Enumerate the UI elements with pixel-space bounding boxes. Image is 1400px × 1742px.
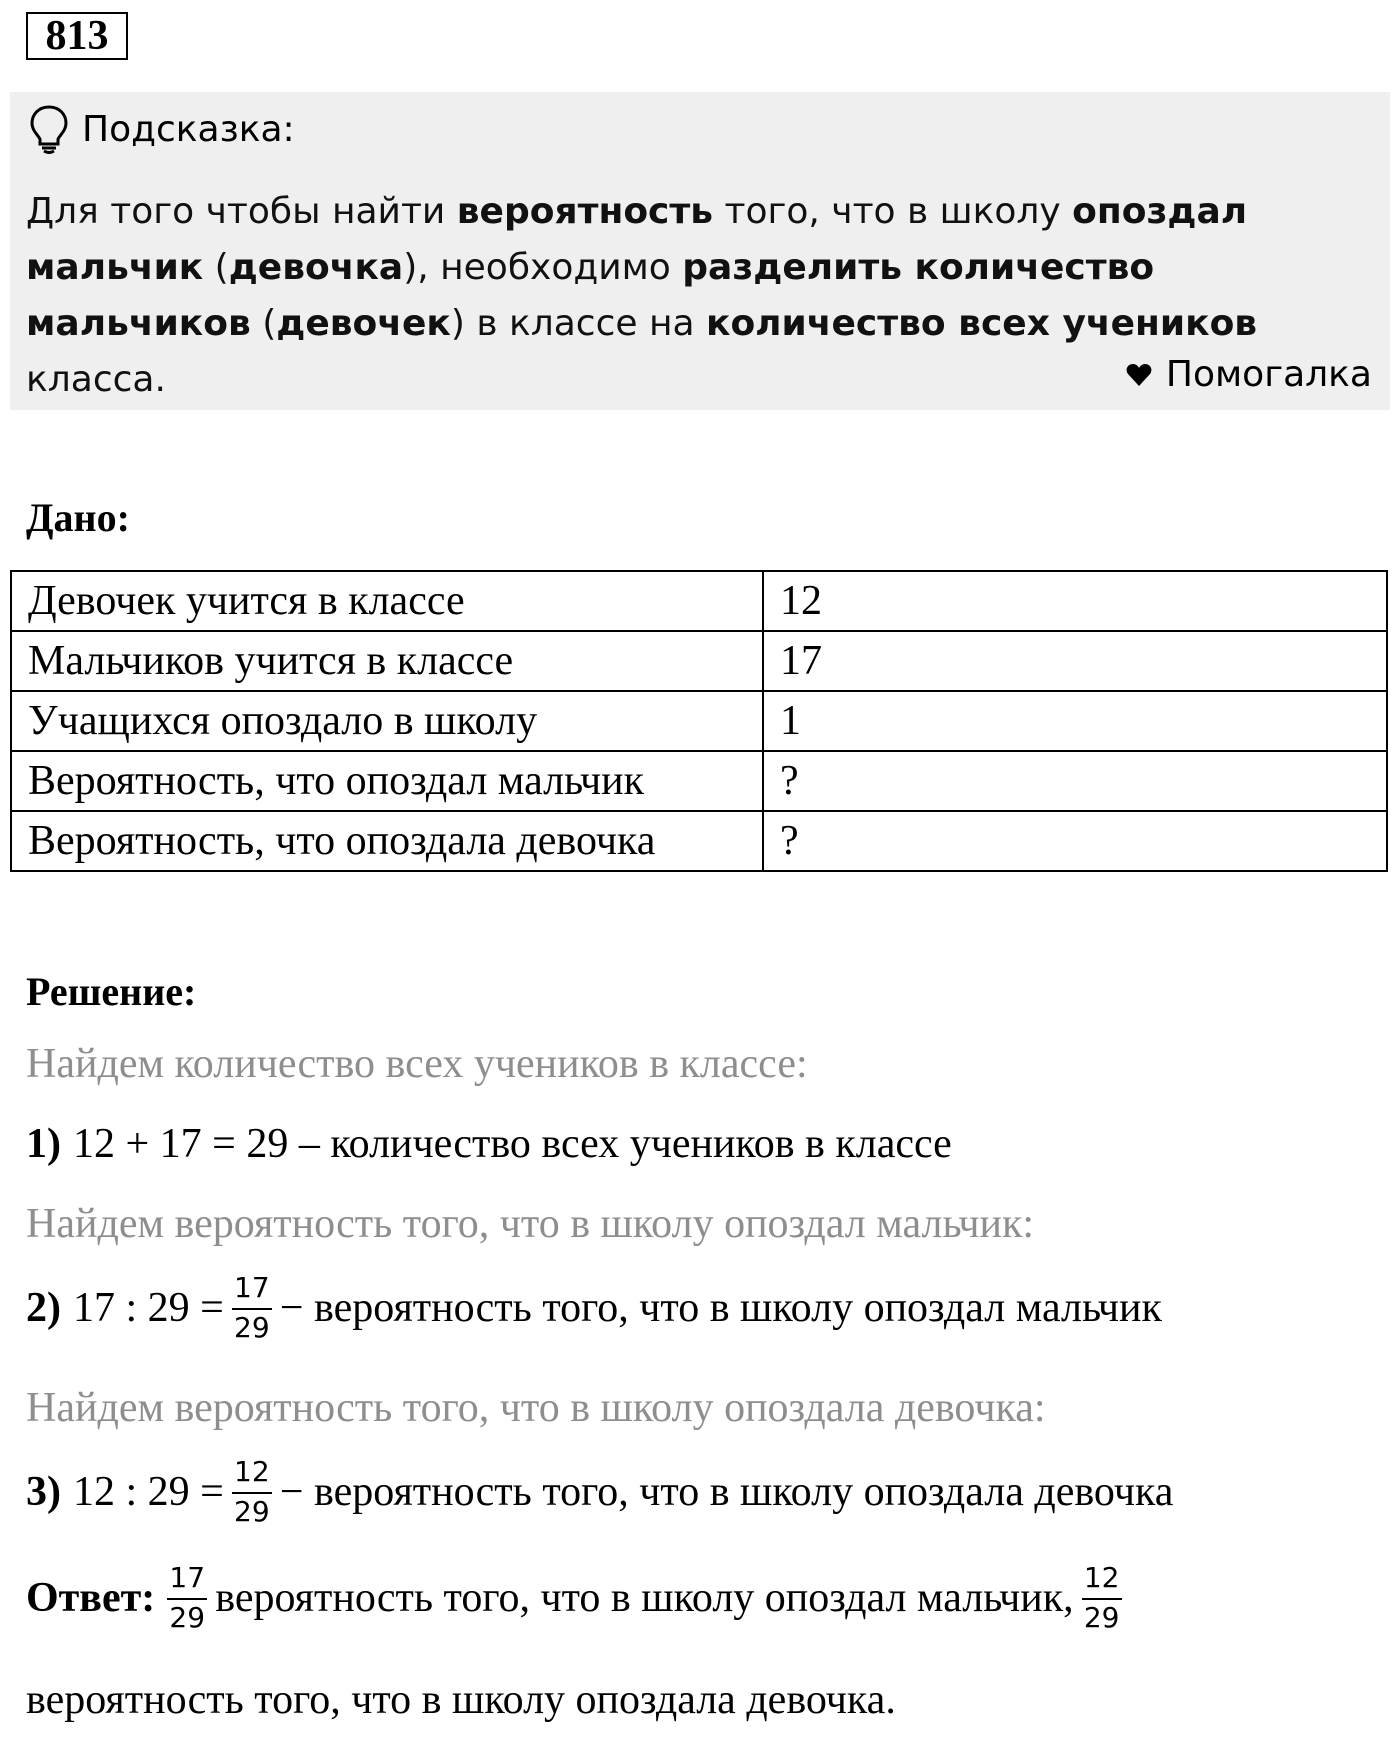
hint-title: Подсказка: <box>82 108 295 150</box>
step-expression: 12 : 29 = <box>73 1469 224 1515</box>
hint-header <box>28 104 295 154</box>
step-number: 1) <box>26 1121 61 1167</box>
lightbulb-icon <box>28 104 70 154</box>
given-row <box>11 691 1387 751</box>
step-text: − вероятность того, что в школу опоздала девочка <box>279 1469 1174 1515</box>
solution-step-1 <box>26 1120 952 1168</box>
answer-text-girl: вероятность того, что в школу опоздала девочка. <box>26 1677 896 1723</box>
exercise-number: 813 <box>26 12 128 60</box>
fraction <box>232 1272 272 1344</box>
fraction-denominator: 29 <box>234 1495 270 1528</box>
given-value: 1 <box>763 691 1387 751</box>
fraction-denominator: 29 <box>169 1601 206 1634</box>
solution-note-1: Найдем количество всех учеников в классе: <box>26 1041 808 1087</box>
answer-line <box>26 1562 1130 1634</box>
signature-text: Помогалка <box>1165 354 1372 395</box>
step-number: 3) <box>26 1469 61 1515</box>
fraction-denominator: 29 <box>234 1311 270 1344</box>
step-text: 12 + 17 = 29 – количество всех учеников в классе <box>73 1121 952 1167</box>
fraction-numerator: 17 <box>234 1271 270 1304</box>
given-label: Мальчиков учится в классе <box>11 631 763 691</box>
solution-note-3: Найдем вероятность того, что в школу опоздала девочка: <box>26 1385 1046 1431</box>
solution-step-2 <box>26 1272 1162 1344</box>
given-value: ? <box>763 811 1387 871</box>
fraction-numerator: 12 <box>234 1455 270 1488</box>
step-text: − вероятность того, что в школу опоздал мальчик <box>279 1285 1162 1331</box>
step-number: 2) <box>26 1285 61 1331</box>
given-row <box>11 571 1387 631</box>
answer-label: Ответ: <box>26 1575 156 1621</box>
fraction-bar <box>1082 1598 1122 1600</box>
given-value: ? <box>763 751 1387 811</box>
answer-fraction-girl <box>1082 1562 1122 1634</box>
fraction-bar <box>232 1308 272 1310</box>
solution-heading: Решение: <box>26 969 197 1014</box>
hint-signature <box>1126 354 1372 395</box>
solution-step-3 <box>26 1456 1173 1528</box>
given-value: 17 <box>763 631 1387 691</box>
given-value: 12 <box>763 571 1387 631</box>
hint-text: Для того чтобы найти вероятность того, что в школу опоздал мальчик (девочка), необходимо разделить количество мальчиков (девочек) в классе на количество всех учеников класса. <box>26 191 1258 400</box>
answer-fraction-boy <box>167 1562 207 1634</box>
given-row <box>11 811 1387 871</box>
step-expression: 17 : 29 = <box>73 1285 224 1331</box>
given-label: Вероятность, что опоздала девочка <box>11 811 763 871</box>
given-row <box>11 631 1387 691</box>
fraction-numerator: 12 <box>1083 1561 1120 1594</box>
fraction-bar <box>232 1492 272 1494</box>
fraction-denominator: 29 <box>1083 1601 1120 1634</box>
given-row <box>11 751 1387 811</box>
given-label: Девочек учится в классе <box>11 571 763 631</box>
fraction-bar <box>167 1598 207 1600</box>
answer-text-boy: вероятность того, что в школу опоздал мальчик, <box>215 1575 1074 1621</box>
solution-note-2: Найдем вероятность того, что в школу опоздал мальчик: <box>26 1201 1035 1247</box>
heart-icon <box>1126 363 1152 387</box>
given-label: Учащихся опоздало в школу <box>11 691 763 751</box>
given-table <box>10 570 1388 872</box>
hint-box <box>10 92 1390 410</box>
fraction-numerator: 17 <box>169 1561 206 1594</box>
given-heading: Дано: <box>26 495 130 540</box>
fraction <box>232 1456 272 1528</box>
given-label: Вероятность, что опоздал мальчик <box>11 751 763 811</box>
